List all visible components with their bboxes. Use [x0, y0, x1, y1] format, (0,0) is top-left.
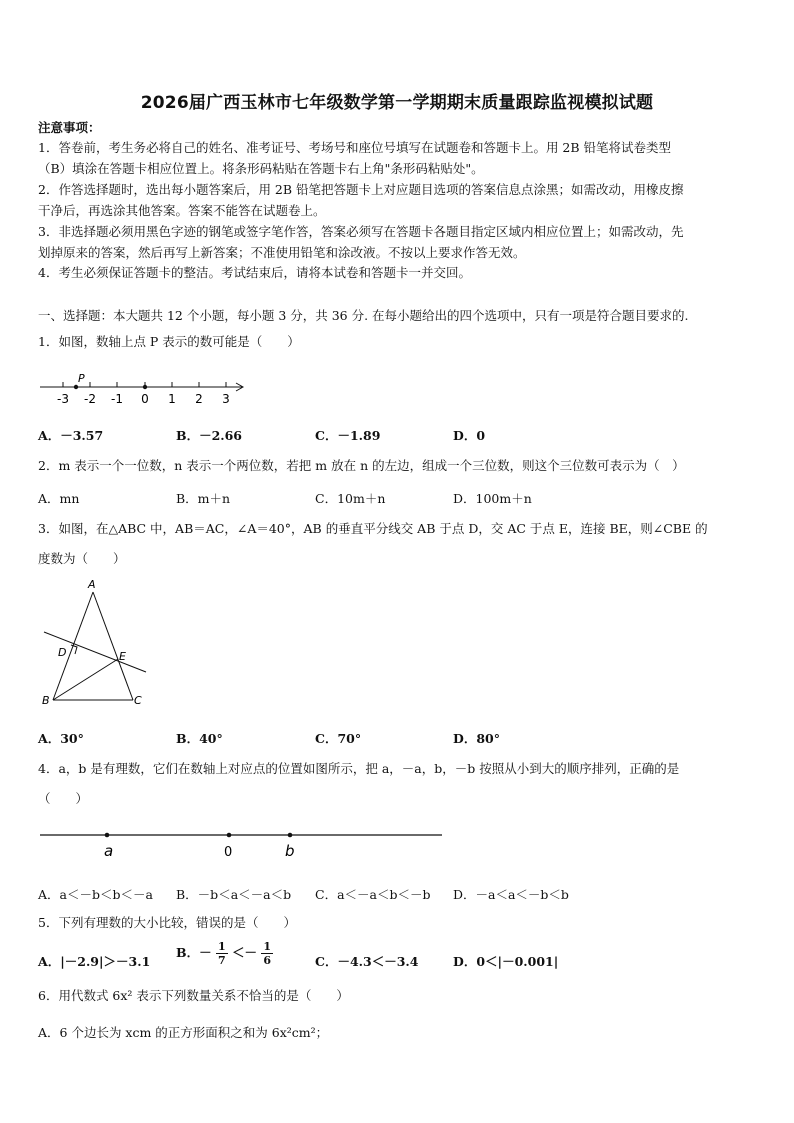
point-p-dot	[74, 385, 78, 389]
section-heading: 一、选择题：本大题共 12 个小题，每小题 3 分，共 36 分. 在每小题给出的四个选项中，只有一项是符合题目要求的.	[38, 308, 689, 323]
notice-line: 干净后，再选涂其他答案。答案不能答在试题卷上。	[38, 203, 326, 218]
option-c: C．a＜－a＜b＜－b	[315, 887, 431, 902]
option-c: C．－4.3＜－3.4	[315, 954, 419, 969]
question-4-stem-cont: （ ）	[38, 791, 89, 806]
tick-label: -1	[111, 392, 123, 406]
option-c: C．10m＋n	[315, 491, 386, 506]
option-b	[176, 940, 273, 967]
option-c: C．70°	[315, 731, 362, 746]
option-b-prefix: B．－	[176, 945, 212, 960]
point-b-label: b	[285, 842, 295, 860]
question-6-stem: 6．用代数式 6x² 表示下列数量关系不恰当的是（ ）	[38, 988, 349, 1003]
page-title: 2026届广西玉林市七年级数学第一学期期末质量跟踪监视模拟试题	[140, 93, 654, 113]
notice-line: 划掉原来的答案，然后再写上新答案；不准使用铅笔和涂改液。不按以上要求作答无效。	[38, 245, 526, 260]
point-a-label: a	[104, 842, 114, 860]
option-b: B．－b＜a＜－a＜b	[176, 887, 292, 902]
notice-line: （B）填涂在答题卡相应位置上。将条形码粘贴在答题卡右上角"条形码粘贴处"。	[38, 161, 484, 176]
number-line-figure-4	[38, 825, 448, 865]
fraction: $\frac{1}{7}$	[217, 940, 226, 967]
question-5-stem: 5．下列有理数的大小比较，错误的是（ ）	[38, 915, 296, 930]
notice-line: 2．作答选择题时，选出每小题答案后，用 2B 铅笔把答题卡上对应题目选项的答案信息点涂黑；如需改动，用橡皮擦	[38, 182, 684, 197]
option-d: D．100m＋n	[453, 491, 532, 506]
option-b: B．m＋n	[176, 491, 231, 506]
origin-dot	[227, 833, 232, 838]
notice-line: 1．答卷前，考生务必将自己的姓名、准考证号、考场号和座位号填写在试题卷和答题卡上。用 2B 铅笔将试卷类型	[38, 140, 672, 155]
option-a: A．mn	[38, 491, 80, 506]
option-d: D．0	[453, 428, 486, 443]
vertex-b-label: B	[42, 694, 50, 707]
notice-heading: 注意事项：	[38, 120, 101, 135]
question-3-stem: 3．如图，在△ABC 中，AB＝AC，∠A＝40°，AB 的垂直平分线交 AB 于点 D，交 AC 于点 E，连接 BE，则∠CBE 的	[38, 521, 708, 536]
vertex-c-label: C	[134, 694, 142, 707]
option-a: A．－3.57	[38, 428, 104, 443]
notice-line: 4．考生必须保证答题卡的整洁。考试结束后，请将本试卷和答题卡一并交回。	[38, 265, 471, 280]
option-c: C．－1.89	[315, 428, 381, 443]
option-d: D．0＜|－0.001|	[453, 954, 559, 969]
tick-label: 3	[222, 392, 230, 406]
option-d: D．－a＜a＜－b＜b	[453, 887, 569, 902]
question-3-stem-cont: 度数为（ ）	[38, 551, 126, 566]
question-4-stem: 4．a，b 是有理数，它们在数轴上对应点的位置如图所示，把 a，－a，b，－b 按照从小到大的顺序排列，正确的是	[38, 761, 680, 776]
option-d: D．80°	[453, 731, 500, 746]
tick-label: 2	[195, 392, 203, 406]
notice-line: 3．非选择题必须用黑色字迹的钢笔或签字笔作答，答案必须写在答题卡各题目指定区域内相应位置上；如需改动，先	[38, 224, 684, 239]
tick-label: 0	[141, 392, 149, 406]
question-2-stem: 2．m 表示一个一位数，n 表示一个两位数，若把 m 放在 n 的左边，组成一个三位数，则这个三位数可表示为（ ）	[38, 458, 685, 473]
option-a: A．30°	[38, 731, 84, 746]
tick-label: -2	[84, 392, 96, 406]
point-b-dot	[288, 833, 293, 838]
option-a: A．a＜－b＜b＜－a	[38, 887, 153, 902]
vertex-a-label: A	[88, 578, 96, 591]
point-d-label: D	[58, 646, 67, 659]
tick-label: 1	[168, 392, 176, 406]
less-than-sign: ＜－	[231, 945, 257, 960]
option-a: A．6 个边长为 xcm 的正方形面积之和为 6x²cm²；	[38, 1025, 329, 1040]
point-e-label: E	[119, 650, 126, 663]
fraction: $\frac{1}{6}$	[263, 940, 271, 967]
option-b: B．－2.66	[176, 428, 243, 443]
triangle-figure	[38, 576, 153, 711]
point-p-label: P	[78, 372, 85, 385]
point-a-dot	[105, 833, 110, 838]
origin-label: 0	[224, 845, 233, 860]
number-line-figure-1	[36, 370, 256, 410]
origin-dot	[143, 385, 147, 389]
tick-label: -3	[57, 392, 69, 406]
option-b: B．40°	[176, 731, 223, 746]
option-a: A．|－2.9|＞－3.1	[38, 954, 151, 969]
question-1-stem: 1．如图，数轴上点 P 表示的数可能是（ ）	[38, 334, 300, 349]
